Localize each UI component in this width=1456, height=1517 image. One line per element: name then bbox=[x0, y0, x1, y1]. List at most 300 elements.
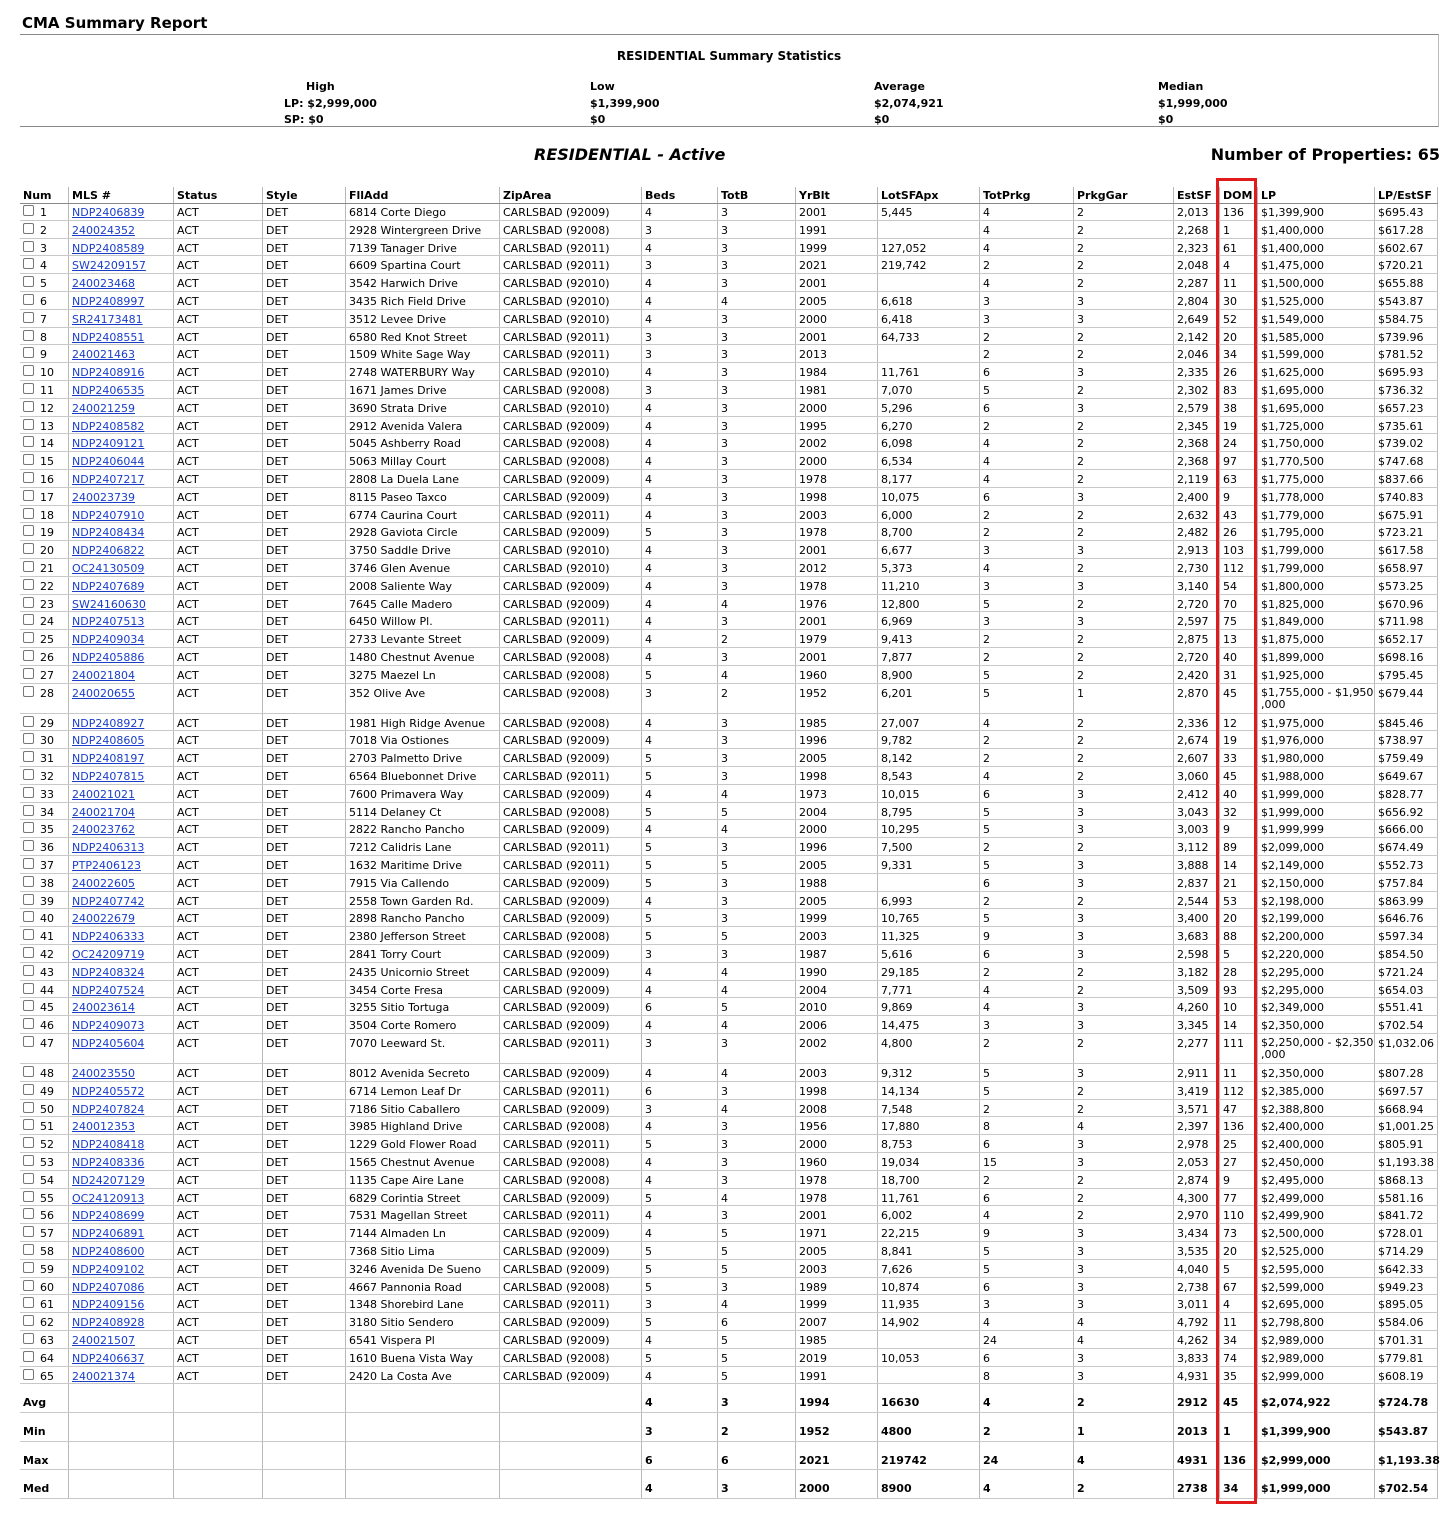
cell-parking-garage: 2 bbox=[1077, 716, 1084, 730]
cell-list-price: $1,400,000 bbox=[1261, 241, 1324, 255]
row-checkbox[interactable] bbox=[23, 1191, 34, 1202]
cell-mls[interactable]: 240021804 bbox=[72, 668, 135, 682]
cell-mls[interactable]: NDP2406333 bbox=[72, 930, 145, 944]
cell-style: DET bbox=[266, 770, 289, 783]
cell-status: ACT bbox=[177, 1227, 199, 1241]
table-row bbox=[20, 559, 1438, 577]
cell-total-baths: 5 bbox=[721, 1262, 728, 1276]
row-checkbox[interactable] bbox=[23, 347, 34, 358]
row-checkbox[interactable] bbox=[23, 1280, 34, 1291]
cell-mls[interactable]: 240020655 bbox=[72, 686, 135, 700]
cell-address: 3504 Corte Romero bbox=[349, 1019, 457, 1033]
cell-mls[interactable]: 240021463 bbox=[72, 348, 135, 362]
cell-beds: 4 bbox=[645, 651, 652, 664]
cell-total-parking: 9 bbox=[983, 1227, 990, 1241]
cell-mls[interactable]: 240023762 bbox=[72, 823, 135, 837]
cell-address: 3255 Sitio Tortuga bbox=[349, 1001, 450, 1015]
cell-address: 7645 Calle Madero bbox=[349, 597, 453, 611]
cell-style: DET bbox=[266, 787, 289, 801]
cell-lp-per-sf: $698.16 bbox=[1378, 651, 1424, 664]
cell-address: 2733 Levante Street bbox=[349, 633, 462, 647]
cell-mls[interactable]: OC24120913 bbox=[72, 1191, 145, 1205]
cell-beds: 4 bbox=[645, 1120, 652, 1134]
cell-mls[interactable]: NDP2406044 bbox=[72, 455, 145, 469]
cell-mls[interactable]: NDP2409156 bbox=[72, 1298, 145, 1312]
stat-sp: $0 bbox=[874, 113, 890, 126]
cell-status: ACT bbox=[177, 401, 199, 415]
cell-parking-garage: 3 bbox=[1077, 823, 1084, 837]
row-checkbox[interactable] bbox=[23, 1244, 34, 1255]
row-checkbox[interactable] bbox=[23, 1351, 34, 1362]
row-checkbox[interactable] bbox=[23, 751, 34, 762]
cell-zip-area: CARLSBAD (92008) bbox=[503, 384, 610, 397]
cell-mls[interactable]: NDP2407742 bbox=[72, 894, 145, 908]
cell-est-sf: 2,720 bbox=[1177, 597, 1209, 611]
row-checkbox[interactable] bbox=[23, 419, 34, 430]
cell-beds: 6 bbox=[645, 1084, 652, 1098]
cell-parking-garage: 3 bbox=[1077, 615, 1084, 629]
cell-dom: 111 bbox=[1223, 1037, 1244, 1050]
cell-dom: 21 bbox=[1223, 876, 1237, 890]
cell-beds: 4 bbox=[645, 633, 652, 647]
cell-lot-sf: 4,800 bbox=[881, 1037, 913, 1050]
aggregate-est-sf: 2013 bbox=[1177, 1425, 1208, 1438]
cell-est-sf: 2,874 bbox=[1177, 1173, 1209, 1187]
cell-address: 2420 La Costa Ave bbox=[349, 1369, 452, 1383]
row-checkbox[interactable] bbox=[23, 929, 34, 940]
cell-zip-area: CARLSBAD (92009) bbox=[503, 948, 610, 961]
row-checkbox[interactable] bbox=[23, 1137, 34, 1148]
row-checkbox[interactable] bbox=[23, 1333, 34, 1344]
aggregate-parking-garage: 2 bbox=[1077, 1396, 1085, 1410]
cell-style: DET bbox=[266, 1102, 289, 1116]
cell-beds: 5 bbox=[645, 1316, 652, 1330]
cell-num: 33 bbox=[40, 787, 54, 801]
cell-est-sf: 2,048 bbox=[1177, 259, 1209, 273]
cell-est-sf: 3,400 bbox=[1177, 912, 1209, 926]
cell-lot-sf: 5,373 bbox=[881, 562, 913, 575]
cell-mls[interactable]: NDP2409073 bbox=[72, 1019, 145, 1033]
row-checkbox[interactable] bbox=[23, 508, 34, 519]
cell-list-price: $1,500,000 bbox=[1261, 277, 1324, 291]
row-checkbox[interactable] bbox=[23, 1084, 34, 1095]
cell-num: 24 bbox=[40, 615, 54, 629]
cell-list-price: $2,150,000 bbox=[1261, 876, 1324, 890]
cell-mls[interactable]: NDP2405604 bbox=[72, 1037, 145, 1050]
cell-zip-area: CARLSBAD (92011) bbox=[503, 1298, 610, 1312]
cell-mls[interactable]: NDP2407910 bbox=[72, 508, 145, 522]
row-checkbox[interactable] bbox=[23, 241, 34, 252]
cell-mls[interactable]: NDP2408600 bbox=[72, 1245, 145, 1258]
cell-year-built: 2005 bbox=[799, 1245, 827, 1258]
cell-year-built: 2002 bbox=[799, 1037, 827, 1050]
cell-zip-area: CARLSBAD (92009) bbox=[503, 1369, 610, 1383]
cell-parking-garage: 2 bbox=[1077, 455, 1084, 469]
cell-zip-area: CARLSBAD (92008) bbox=[503, 1156, 610, 1169]
cell-lp-per-sf: $1,193.38 bbox=[1378, 1156, 1434, 1169]
cell-est-sf: 2,046 bbox=[1177, 348, 1209, 362]
header-lot-sf: LotSFApx bbox=[881, 189, 939, 202]
cell-address: 8012 Avenida Secreto bbox=[349, 1067, 470, 1080]
cell-mls[interactable]: PTP2406123 bbox=[72, 859, 141, 872]
row-checkbox[interactable] bbox=[23, 1297, 34, 1308]
cell-est-sf: 2,287 bbox=[1177, 277, 1209, 291]
row-checkbox[interactable] bbox=[23, 1226, 34, 1237]
cell-status: ACT bbox=[177, 948, 199, 961]
row-checkbox[interactable] bbox=[23, 276, 34, 287]
cell-mls[interactable]: NDP2409034 bbox=[72, 633, 145, 647]
cell-num: 5 bbox=[40, 277, 47, 291]
cell-beds: 3 bbox=[645, 1102, 652, 1116]
cell-address: 6450 Willow Pl. bbox=[349, 615, 433, 629]
cell-zip-area: CARLSBAD (92009) bbox=[503, 579, 610, 593]
cell-beds: 4 bbox=[645, 437, 652, 451]
cell-lot-sf: 6,002 bbox=[881, 1209, 913, 1223]
row-checkbox[interactable] bbox=[23, 223, 34, 234]
row-checkbox[interactable] bbox=[23, 597, 34, 608]
cell-list-price: $2,595,000 bbox=[1261, 1262, 1324, 1276]
cell-status: ACT bbox=[177, 1298, 199, 1312]
cell-mls[interactable]: SW24160630 bbox=[72, 597, 146, 611]
cell-total-parking: 4 bbox=[983, 716, 990, 730]
table-row bbox=[20, 731, 1438, 749]
cell-beds: 3 bbox=[645, 948, 652, 961]
cell-address: 5045 Ashberry Road bbox=[349, 437, 461, 451]
cell-year-built: 1998 bbox=[799, 770, 827, 783]
row-checkbox[interactable] bbox=[23, 436, 34, 447]
row-checkbox[interactable] bbox=[23, 401, 34, 412]
cell-mls[interactable]: NDP2408197 bbox=[72, 752, 145, 766]
row-checkbox[interactable] bbox=[23, 769, 34, 780]
aggregate-year-built: 1994 bbox=[799, 1396, 830, 1410]
row-checkbox[interactable] bbox=[23, 1155, 34, 1166]
row-checkbox[interactable] bbox=[23, 579, 34, 590]
cell-num: 7 bbox=[40, 312, 47, 326]
table-row bbox=[20, 945, 1438, 963]
cell-mls[interactable]: 240021374 bbox=[72, 1369, 135, 1383]
cell-mls[interactable]: OC24209719 bbox=[72, 948, 145, 961]
cell-lot-sf: 5,445 bbox=[881, 206, 913, 219]
aggregate-beds: 4 bbox=[645, 1482, 653, 1496]
cell-lot-sf: 10,765 bbox=[881, 912, 920, 926]
cell-mls[interactable]: NDP2408997 bbox=[72, 295, 145, 308]
cell-num: 61 bbox=[40, 1298, 54, 1312]
cell-total-parking: 2 bbox=[983, 841, 990, 855]
cell-est-sf: 2,302 bbox=[1177, 384, 1209, 397]
row-checkbox[interactable] bbox=[23, 668, 34, 679]
cell-parking-garage: 3 bbox=[1077, 295, 1084, 308]
cell-mls[interactable]: 240012353 bbox=[72, 1120, 135, 1134]
cell-parking-garage: 3 bbox=[1077, 1138, 1084, 1152]
cell-beds: 4 bbox=[645, 823, 652, 837]
cell-mls[interactable]: 240021704 bbox=[72, 805, 135, 819]
cell-beds: 3 bbox=[645, 1037, 652, 1050]
row-checkbox[interactable] bbox=[23, 1018, 34, 1029]
cell-est-sf: 3,509 bbox=[1177, 983, 1209, 997]
row-checkbox[interactable] bbox=[23, 258, 34, 269]
cell-mls[interactable]: 240024352 bbox=[72, 223, 135, 237]
cell-mls[interactable]: SW24209157 bbox=[72, 259, 146, 273]
row-checkbox[interactable] bbox=[23, 965, 34, 976]
aggregate-label: Med bbox=[23, 1482, 50, 1496]
cell-num: 20 bbox=[40, 544, 54, 558]
aggregate-lp-per-sf: $724.78 bbox=[1378, 1396, 1429, 1410]
row-checkbox[interactable] bbox=[23, 876, 34, 887]
row-checkbox[interactable] bbox=[23, 1119, 34, 1130]
row-checkbox[interactable] bbox=[23, 525, 34, 536]
cell-num: 2 bbox=[40, 223, 47, 237]
row-checkbox[interactable] bbox=[23, 894, 34, 905]
row-checkbox[interactable] bbox=[23, 561, 34, 572]
cell-mls[interactable]: NDP2405572 bbox=[72, 1084, 145, 1098]
cell-style: DET bbox=[266, 734, 289, 748]
row-checkbox[interactable] bbox=[23, 294, 34, 305]
cell-lp-per-sf: $735.61 bbox=[1378, 419, 1424, 433]
cell-status: ACT bbox=[177, 668, 199, 682]
cell-zip-area: CARLSBAD (92010) bbox=[503, 401, 610, 415]
cell-total-baths: 4 bbox=[721, 965, 728, 979]
row-checkbox[interactable] bbox=[23, 1262, 34, 1273]
cell-mls[interactable]: NDP2408589 bbox=[72, 241, 145, 255]
row-checkbox[interactable] bbox=[23, 454, 34, 465]
row-checkbox[interactable] bbox=[23, 632, 34, 643]
cell-est-sf: 2,875 bbox=[1177, 633, 1209, 647]
table-row bbox=[20, 1349, 1438, 1367]
aggregate-lp-per-sf: $1,193.38 bbox=[1378, 1453, 1440, 1467]
cell-mls[interactable]: NDP2408605 bbox=[72, 734, 145, 748]
cell-list-price: $2,099,000 bbox=[1261, 841, 1324, 855]
row-checkbox[interactable] bbox=[23, 1066, 34, 1077]
cell-mls[interactable]: NDP2408927 bbox=[72, 716, 145, 730]
cell-status: ACT bbox=[177, 455, 199, 469]
row-checkbox[interactable] bbox=[23, 1000, 34, 1011]
cell-list-price: $1,899,000 bbox=[1261, 651, 1324, 664]
cell-lp-per-sf: $697.57 bbox=[1378, 1084, 1424, 1098]
cell-mls[interactable]: NDP2408551 bbox=[72, 330, 145, 344]
cell-mls[interactable]: NDP2407524 bbox=[72, 983, 145, 997]
cell-mls[interactable]: NDP2406839 bbox=[72, 206, 145, 219]
cell-mls[interactable]: NDP2408434 bbox=[72, 526, 145, 540]
cell-zip-area: CARLSBAD (92009) bbox=[503, 1191, 610, 1205]
cell-address: 5114 Delaney Ct bbox=[349, 805, 442, 819]
cell-year-built: 2007 bbox=[799, 1316, 827, 1330]
cell-year-built: 2001 bbox=[799, 206, 827, 219]
row-checkbox[interactable] bbox=[23, 911, 34, 922]
cell-lot-sf: 9,331 bbox=[881, 859, 913, 872]
cell-num: 52 bbox=[40, 1138, 54, 1152]
cell-zip-area: CARLSBAD (92008) bbox=[503, 1120, 610, 1134]
cell-mls[interactable]: NDP2409102 bbox=[72, 1262, 145, 1276]
row-checkbox[interactable] bbox=[23, 330, 34, 341]
cell-mls[interactable]: OC24130509 bbox=[72, 562, 145, 575]
cell-total-parking: 6 bbox=[983, 876, 990, 890]
cell-mls[interactable]: NDP2406535 bbox=[72, 384, 145, 397]
cell-style: DET bbox=[266, 841, 289, 855]
cell-style: DET bbox=[266, 401, 289, 415]
cell-list-price: $1,525,000 bbox=[1261, 295, 1324, 308]
cell-mls[interactable]: 240021259 bbox=[72, 401, 135, 415]
cell-mls[interactable]: 240023614 bbox=[72, 1001, 135, 1015]
cell-zip-area: CARLSBAD (92011) bbox=[503, 241, 610, 255]
cell-style: DET bbox=[266, 455, 289, 469]
cell-mls[interactable]: NDP2406822 bbox=[72, 544, 145, 558]
cell-parking-garage: 2 bbox=[1077, 1037, 1084, 1050]
cell-lp-per-sf: $652.17 bbox=[1378, 633, 1424, 647]
cell-est-sf: 2,804 bbox=[1177, 295, 1209, 308]
row-checkbox[interactable] bbox=[23, 840, 34, 851]
table-row bbox=[20, 1016, 1438, 1034]
cell-mls[interactable]: 240023739 bbox=[72, 490, 135, 504]
cell-mls[interactable]: NDP2406637 bbox=[72, 1351, 145, 1365]
cell-status: ACT bbox=[177, 1351, 199, 1365]
cell-mls[interactable]: NDP2408699 bbox=[72, 1209, 145, 1223]
cell-style: DET bbox=[266, 1351, 289, 1365]
cell-lp-per-sf: $739.02 bbox=[1378, 437, 1424, 451]
cell-total-parking: 2 bbox=[983, 348, 990, 362]
cell-est-sf: 2,978 bbox=[1177, 1138, 1209, 1152]
row-checkbox[interactable] bbox=[23, 716, 34, 727]
cell-total-parking: 5 bbox=[983, 1245, 990, 1258]
cell-style: DET bbox=[266, 1262, 289, 1276]
cell-status: ACT bbox=[177, 1369, 199, 1383]
row-checkbox[interactable] bbox=[23, 543, 34, 554]
cell-mls[interactable]: NDP2406891 bbox=[72, 1227, 145, 1241]
row-checkbox[interactable] bbox=[23, 1208, 34, 1219]
cell-status: ACT bbox=[177, 277, 199, 291]
cell-address: 7915 Via Callendo bbox=[349, 876, 450, 890]
aggregate-label: Avg bbox=[23, 1396, 47, 1410]
cell-dom: 38 bbox=[1223, 401, 1237, 415]
row-checkbox[interactable] bbox=[23, 1173, 34, 1184]
cell-est-sf: 2,335 bbox=[1177, 366, 1209, 380]
cell-mls[interactable]: NDP2407086 bbox=[72, 1280, 145, 1294]
cell-total-parking: 2 bbox=[983, 651, 990, 664]
cell-zip-area: CARLSBAD (92009) bbox=[503, 1067, 610, 1080]
cell-mls[interactable]: NDP2408916 bbox=[72, 366, 145, 380]
cell-num: 39 bbox=[40, 894, 54, 908]
cell-mls[interactable]: 240022605 bbox=[72, 876, 135, 890]
row-checkbox[interactable] bbox=[23, 365, 34, 376]
cell-beds: 4 bbox=[645, 544, 652, 558]
cell-mls[interactable]: 240023468 bbox=[72, 277, 135, 291]
cell-zip-area: CARLSBAD (92008) bbox=[503, 437, 610, 451]
cell-num: 1 bbox=[40, 206, 47, 219]
cell-year-built: 1991 bbox=[799, 223, 827, 237]
cell-address: 2703 Palmetto Drive bbox=[349, 752, 463, 766]
row-checkbox[interactable] bbox=[23, 472, 34, 483]
cell-mls[interactable]: 240021507 bbox=[72, 1334, 135, 1347]
cell-parking-garage: 3 bbox=[1077, 787, 1084, 801]
cell-mls[interactable]: NDP2406313 bbox=[72, 841, 145, 855]
cell-mls[interactable]: NDP2407689 bbox=[72, 579, 145, 593]
cell-mls[interactable]: ND24207129 bbox=[72, 1173, 145, 1187]
row-checkbox[interactable] bbox=[23, 383, 34, 394]
cell-status: ACT bbox=[177, 1262, 199, 1276]
cell-lp-per-sf: $728.01 bbox=[1378, 1227, 1424, 1241]
row-checkbox[interactable] bbox=[23, 1315, 34, 1326]
row-checkbox[interactable] bbox=[23, 650, 34, 661]
row-checkbox[interactable] bbox=[23, 1036, 34, 1047]
cell-total-parking: 4 bbox=[983, 562, 990, 575]
cell-est-sf: 4,262 bbox=[1177, 1334, 1209, 1347]
cell-total-baths: 3 bbox=[721, 716, 728, 730]
cell-mls[interactable]: 240022679 bbox=[72, 912, 135, 926]
cell-mls[interactable]: NDP2408336 bbox=[72, 1156, 145, 1169]
cell-dom: 34 bbox=[1223, 348, 1237, 362]
cell-total-parking: 2 bbox=[983, 508, 990, 522]
row-checkbox[interactable] bbox=[23, 805, 34, 816]
table-row bbox=[20, 345, 1438, 363]
cell-mls[interactable]: NDP2408324 bbox=[72, 965, 145, 979]
row-checkbox[interactable] bbox=[23, 983, 34, 994]
cell-lot-sf: 8,795 bbox=[881, 805, 913, 819]
row-checkbox[interactable] bbox=[23, 822, 34, 833]
cell-mls[interactable]: 240023550 bbox=[72, 1067, 135, 1080]
cell-address: 1135 Cape Aire Lane bbox=[349, 1173, 464, 1187]
cell-mls[interactable]: NDP2408582 bbox=[72, 419, 145, 433]
cell-mls[interactable]: NDP2408418 bbox=[72, 1138, 145, 1152]
cell-total-baths: 5 bbox=[721, 1001, 728, 1015]
row-checkbox[interactable] bbox=[23, 686, 34, 697]
cell-year-built: 2001 bbox=[799, 277, 827, 291]
cell-mls[interactable]: NDP2409121 bbox=[72, 437, 145, 451]
row-checkbox[interactable] bbox=[23, 490, 34, 501]
cell-est-sf: 3,043 bbox=[1177, 805, 1209, 819]
row-checkbox[interactable] bbox=[23, 312, 34, 323]
cell-mls[interactable]: NDP2405886 bbox=[72, 651, 145, 664]
cell-lp-per-sf: $602.67 bbox=[1378, 241, 1424, 255]
cell-mls[interactable]: NDP2407824 bbox=[72, 1102, 145, 1116]
cell-lot-sf: 10,874 bbox=[881, 1280, 920, 1294]
cell-year-built: 1996 bbox=[799, 841, 827, 855]
cell-num: 27 bbox=[40, 668, 54, 682]
table-row bbox=[20, 381, 1438, 399]
cell-zip-area: CARLSBAD (92011) bbox=[503, 508, 610, 522]
cell-num: 55 bbox=[40, 1191, 54, 1205]
row-checkbox[interactable] bbox=[23, 205, 34, 216]
cell-mls[interactable]: SR24173481 bbox=[72, 312, 143, 326]
cell-lot-sf: 12,800 bbox=[881, 597, 920, 611]
cell-mls[interactable]: NDP2408928 bbox=[72, 1316, 145, 1330]
cell-mls[interactable]: 240021021 bbox=[72, 787, 135, 801]
cell-lot-sf: 6,993 bbox=[881, 894, 913, 908]
cell-mls[interactable]: NDP2407513 bbox=[72, 615, 145, 629]
table-row bbox=[20, 767, 1438, 785]
cell-total-parking: 2 bbox=[983, 1173, 990, 1187]
row-checkbox[interactable] bbox=[23, 947, 34, 958]
cell-dom: 47 bbox=[1223, 1102, 1237, 1116]
cell-lot-sf: 6,677 bbox=[881, 544, 913, 558]
cell-style: DET bbox=[266, 823, 289, 837]
cell-total-baths: 3 bbox=[721, 1173, 728, 1187]
table-row bbox=[20, 749, 1438, 767]
row-checkbox[interactable] bbox=[23, 1102, 34, 1113]
aggregate-list-price: $1,399,900 bbox=[1261, 1425, 1331, 1438]
row-checkbox[interactable] bbox=[23, 614, 34, 625]
cell-mls[interactable]: NDP2407217 bbox=[72, 473, 145, 486]
cell-lot-sf: 7,500 bbox=[881, 841, 913, 855]
cell-lp-per-sf: $828.77 bbox=[1378, 787, 1424, 801]
row-checkbox[interactable] bbox=[23, 1369, 34, 1380]
row-checkbox[interactable] bbox=[23, 858, 34, 869]
cell-beds: 4 bbox=[645, 615, 652, 629]
cell-mls[interactable]: NDP2407815 bbox=[72, 770, 145, 783]
aggregate-total-parking: 24 bbox=[983, 1453, 999, 1467]
header-total-parking: TotPrkg bbox=[983, 189, 1031, 202]
row-checkbox[interactable] bbox=[23, 733, 34, 744]
row-checkbox[interactable] bbox=[23, 787, 34, 798]
cell-parking-garage: 2 bbox=[1077, 841, 1084, 855]
